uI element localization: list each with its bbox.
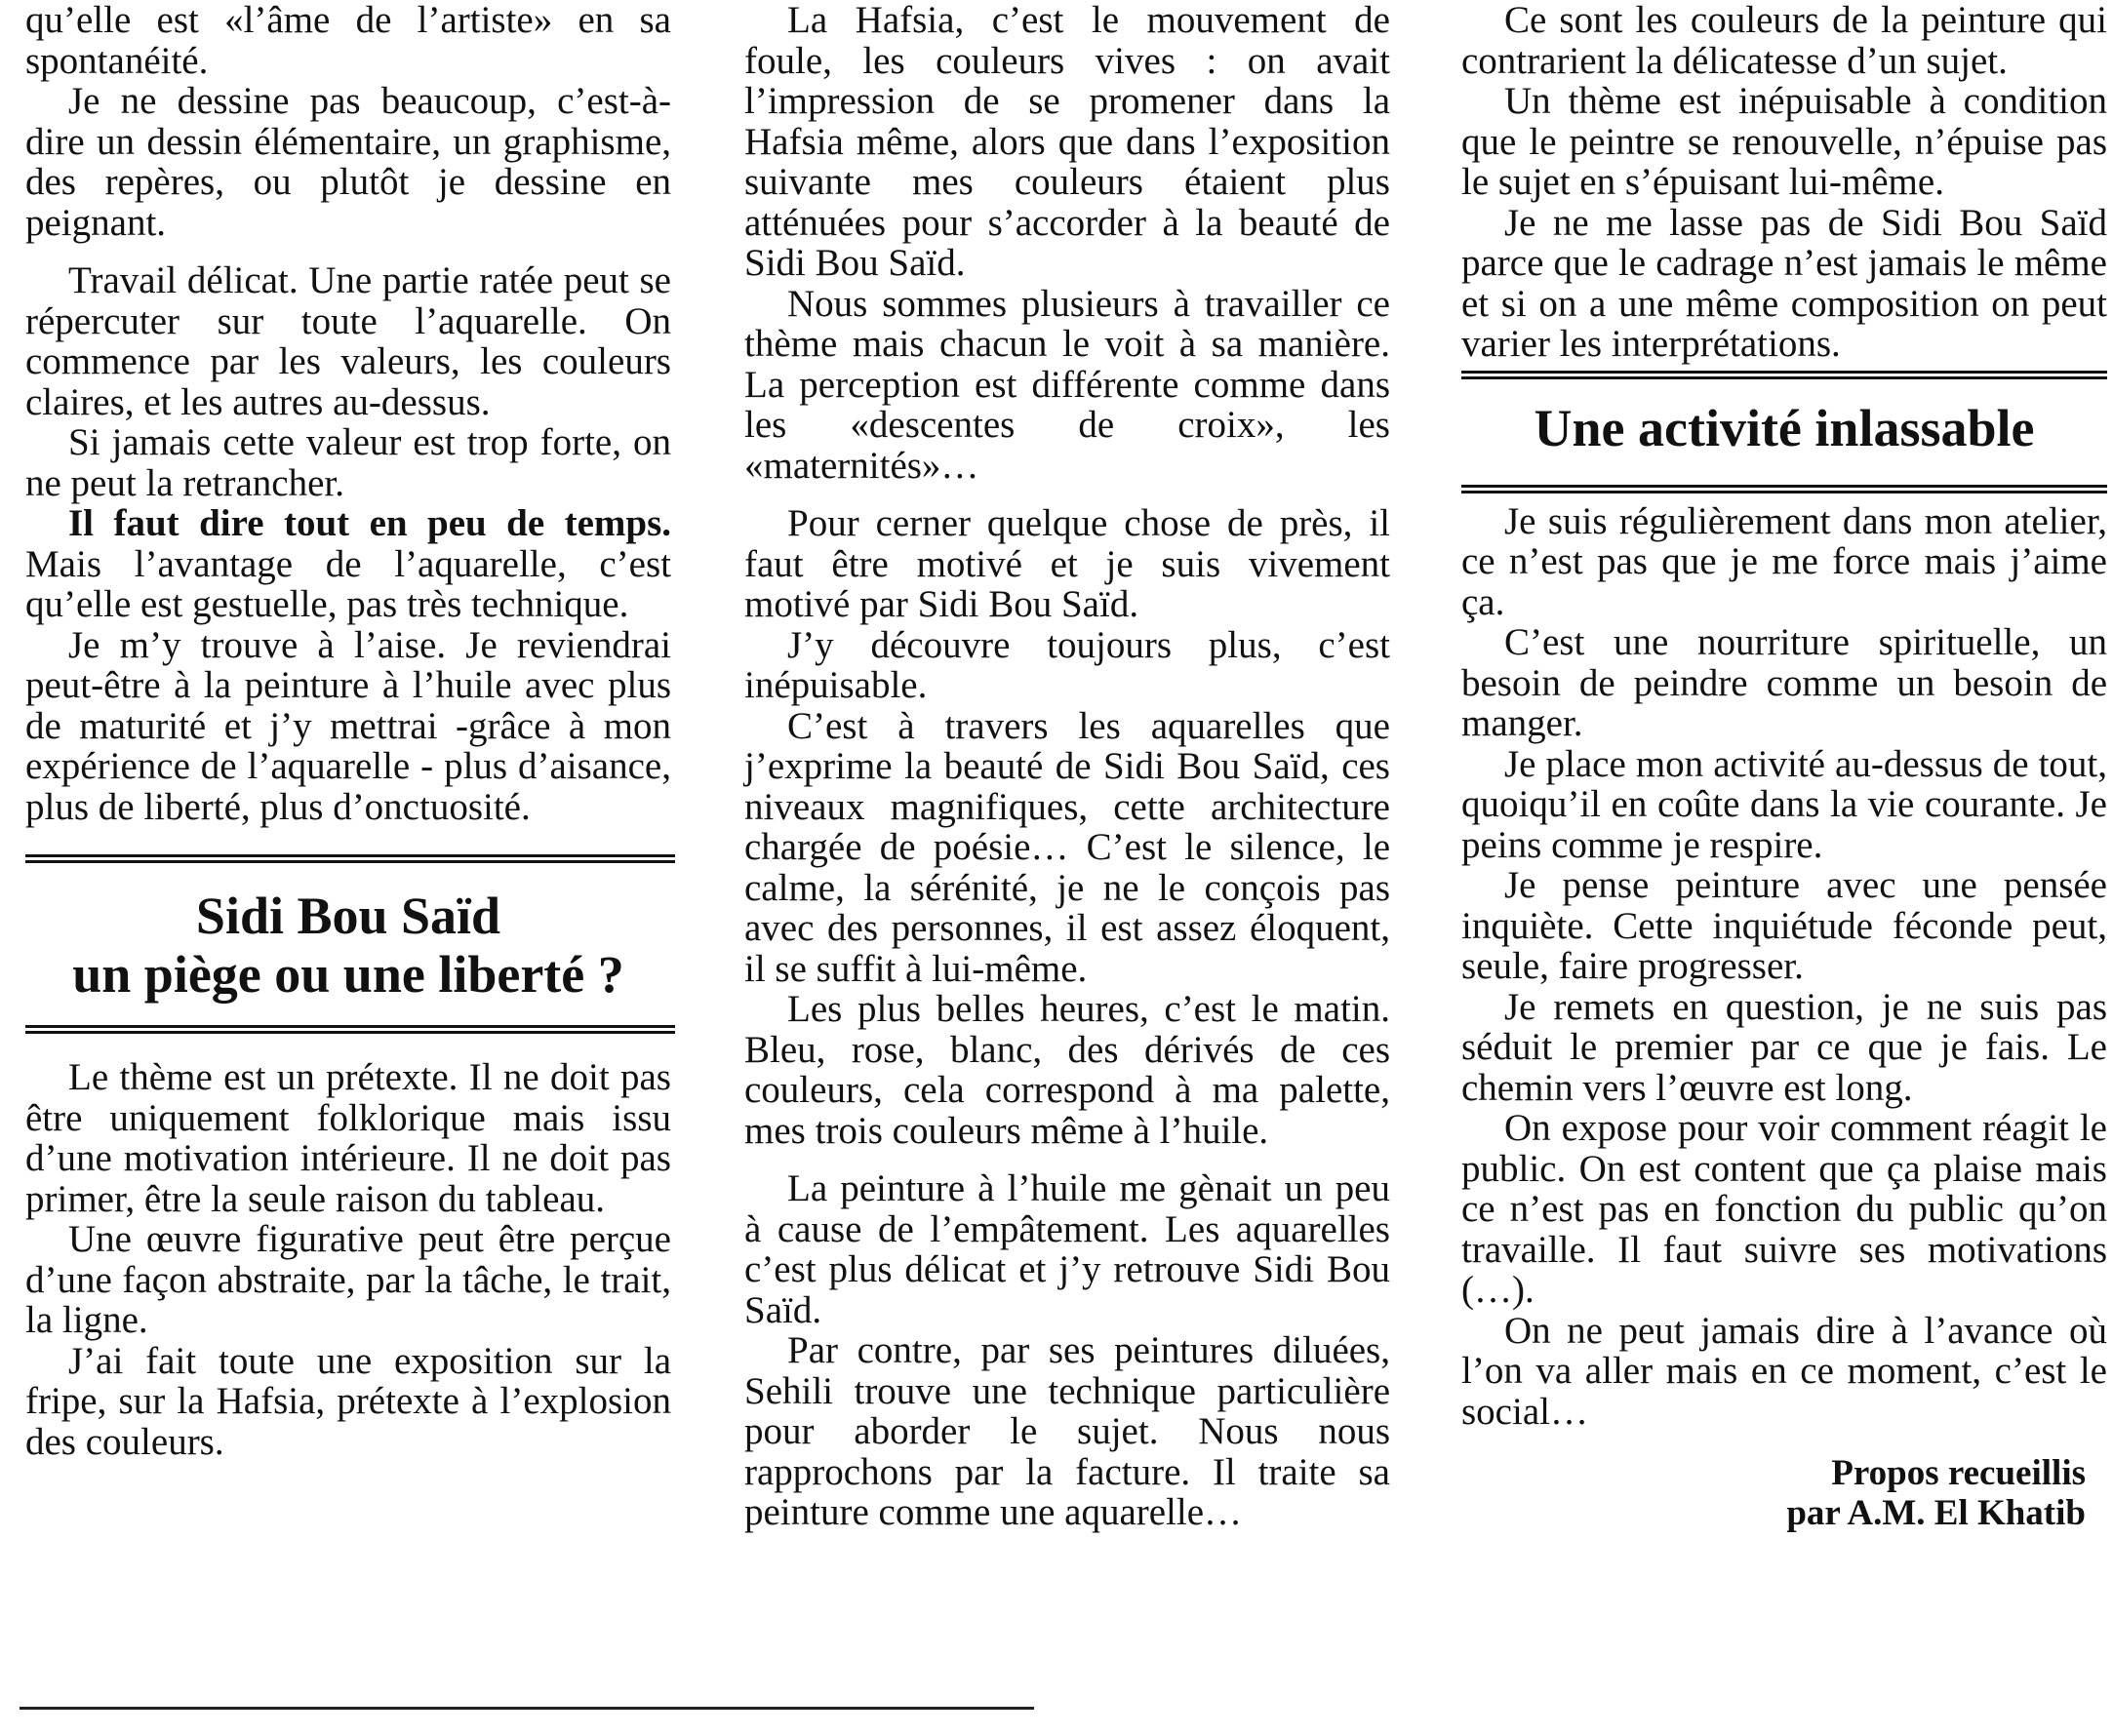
paragraph: Je m’y trouve à l’aise. Je reviendrai peut-être à la peinture à l’huile avec plus de maturité et j’y mettrai -grâce à mon expérience de l’aquarelle - plus d’aisance, plus de liberté, plus d’onctuosité. — [25, 623, 671, 828]
paragraph: Nous sommes plusieurs à travailler ce thème mais chacun le voit à sa manière. La perception est différente comme dans les «descentes de croix», les «maternités»… — [744, 282, 1390, 487]
paragraph: Je ne dessine pas beaucoup, c’est-à-dire un dessin élémentaire, un graphisme, des repères, ou plutôt je dessine en peignant. — [25, 80, 671, 244]
paragraph-text: Mais l’avantage de l’aquarelle, c’est qu’elle est gestuelle, pas très technique. — [25, 542, 671, 625]
article-column-3 — [1461, 0, 2107, 1533]
paragraph: C’est une nourriture spirituelle, un besoin de peindre comme un besoin de manger. — [1461, 621, 2107, 744]
paragraph: Je place mon activité au-dessus de tout, quoiqu’il en coûte dans la vie courante. Je peins comme je respire. — [1461, 742, 2107, 866]
author-credit-line: par A.M. El Khatib — [1786, 1493, 2086, 1533]
paragraph: J’ai fait toute une exposition sur la fripe, sur la Hafsia, prétexte à l’explosion des couleurs. — [25, 1339, 671, 1463]
paragraph: Par contre, par ses peintures diluées, Sehili trouve une technique particulière pour aborder le sujet. Nous nous rapprochons par la facture. Il traite sa peinture comme une aquarelle… — [744, 1329, 1390, 1533]
paragraph: La Hafsia, c’est le mouvement de foule, les couleurs vives : on avait l’impression de se promener dans la Hafsia même, alors que dans l’exposition suivante mes couleurs étaient plus atténuées pour s’accorder à la beauté de Sidi Bou Saïd. — [744, 0, 1390, 284]
paragraph: C’est à travers les aquarelles que j’exprime la beauté de Sidi Bou Saïd, ces niveaux magnifiques, cette architecture chargée de poésie… C’est le silence, le calme, la sérénité, je ne le conçois pas avec des personnes, il est assez éloquent, il se suffit à lui-même. — [744, 704, 1390, 990]
bold-lead: Il faut dire tout en peu de temps. — [68, 502, 671, 544]
author-credit — [1461, 1453, 2107, 1533]
paragraph: Je suis régulièrement dans mon atelier, ce n’est pas que je me force mais j’aime ça. — [1461, 499, 2107, 623]
paragraph: Travail délicat. Une partie ratée peut se répercuter sur toute l’aquarelle. On commence par les valeurs, les couleurs claires, et les autres au-dessus. — [25, 259, 671, 423]
paragraph: qu’elle est «l’âme de l’artiste» en sa spontanéité. — [25, 0, 671, 82]
paragraph: J’y découvre toujours plus, c’est inépuisable. — [744, 623, 1390, 706]
paragraph: Le thème est un prétexte. Il ne doit pas être uniquement folklorique mais issu d’une motivation intérieure. Il ne doit pas primer, être la seule raison du tableau. — [25, 1056, 671, 1220]
paragraph: Ce sont les couleurs de la peinture qui contrarient la délicatesse d’un sujet. — [1461, 0, 2107, 82]
author-credit-line: Propos recueillis — [1831, 1453, 2086, 1493]
article-column-2 — [744, 0, 1390, 1533]
paragraph — [25, 503, 671, 625]
paragraph: Une œuvre figurative peut être perçue d’une façon abstraite, par la tâche, le trait, la ligne. — [25, 1218, 671, 1341]
article-column-1 — [25, 0, 671, 1462]
section-divider — [1461, 371, 2107, 379]
section-heading-line: un piège ou une liberté ? — [72, 945, 624, 1004]
paragraph: Un thème est inépuisable à condition que le peintre se renouvelle, n’épuise pas le sujet en s’épuisant lui-même. — [1461, 80, 2107, 203]
section-heading — [25, 887, 671, 1004]
paragraph: Les plus belles heures, c’est le matin. Bleu, rose, blanc, des dérivés de ces couleurs, cela correspond à ma palette, mes trois couleurs même à l’huile. — [744, 988, 1390, 1152]
paragraph: On ne peut jamais dire à l’avance où l’on va aller mais en ce moment, c’est le social… — [1461, 1309, 2107, 1433]
section-divider — [25, 854, 675, 863]
section-divider — [25, 1025, 675, 1034]
paragraph: La peinture à l’huile me gènait un peu à cause de l’empâtement. Les aquarelles c’est plus délicat et j’y retrouve Sidi Bou Saïd. — [744, 1167, 1390, 1331]
paragraph: Je remets en question, je ne suis pas séduit le premier par ce que je fais. Le chemin vers l’œuvre est long. — [1461, 985, 2107, 1109]
section-heading-line: Sidi Bou Saïd — [195, 887, 501, 945]
section-divider — [1461, 485, 2107, 493]
paragraph: Je pense peinture avec une pensée inquiète. Cette inquiétude féconde peut, seule, faire progresser. — [1461, 864, 2107, 987]
paragraph: On expose pour voir comment réagit le public. On est content que ça plaise mais ce n’est pas en fonction du public qu’on travaille. Il faut suivre ses motivations (…). — [1461, 1107, 2107, 1311]
section-heading: Une activité inlassable — [1534, 398, 2035, 457]
paragraph: Pour cerner quelque chose de près, il faut être motivé et je suis vivement motivé par Sidi Bou Saïd. — [744, 502, 1390, 625]
paragraph: Si jamais cette valeur est trop forte, on ne peut la retrancher. — [25, 421, 671, 504]
bottom-divider — [20, 1707, 1034, 1710]
paragraph: Je ne me lasse pas de Sidi Bou Saïd parce que le cadrage n’est jamais le même et si on a une même composition on peut varier les interprétations. — [1461, 201, 2107, 365]
